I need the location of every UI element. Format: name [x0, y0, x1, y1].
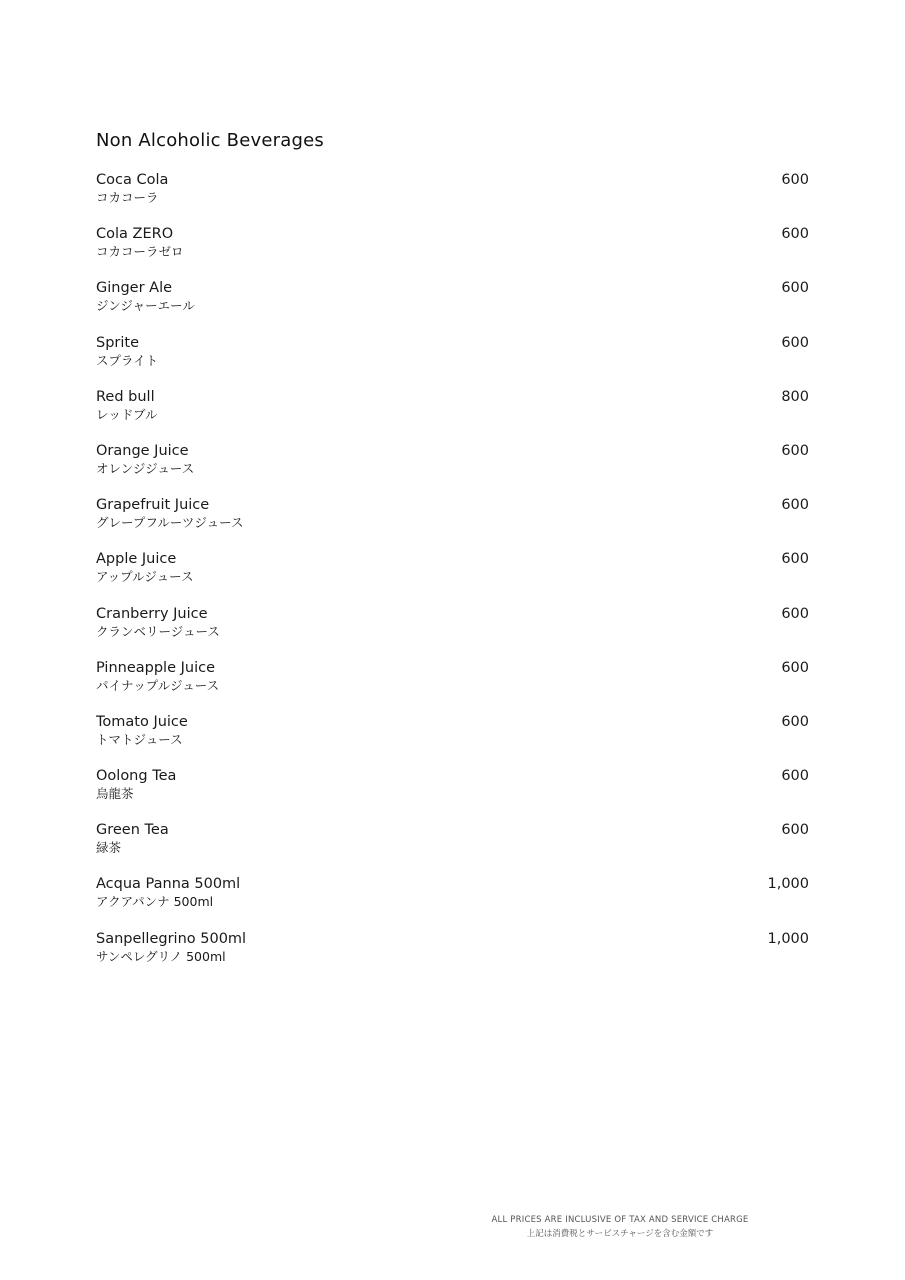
item-name: Cola ZERO — [96, 226, 174, 243]
item-name: Orange Juice — [96, 442, 189, 459]
price-disclaimer — [470, 1214, 770, 1241]
item-price: 600 — [781, 497, 809, 514]
item-name-japanese: レッドブル — [96, 406, 158, 422]
item-name: Apple Juice — [96, 551, 177, 568]
item-name: Tomato Juice — [96, 713, 188, 730]
item-name: Red bull — [96, 388, 155, 405]
menu-item — [96, 441, 809, 495]
item-name: Sanpellegrino 500ml — [96, 930, 247, 947]
item-name: Coca Cola — [96, 172, 169, 188]
menu-item — [96, 766, 809, 820]
item-name-japanese: アクアパンナ 500ml — [96, 894, 214, 910]
menu-item — [96, 874, 809, 928]
item-price: 600 — [781, 334, 809, 351]
item-price: 600 — [781, 172, 809, 188]
item-price: 1,000 — [767, 930, 809, 947]
item-name-japanese: グレープフルーツジュース — [96, 515, 244, 531]
item-name-japanese: サンペレグリノ 500ml — [96, 948, 226, 964]
item-price: 600 — [781, 442, 809, 459]
menu-item — [96, 387, 809, 441]
item-name-japanese: パイナップルジュース — [96, 677, 220, 693]
menu-item — [96, 495, 809, 549]
price-disclaimer-english: ALL PRICES ARE INCLUSIVE OF TAX AND SERVICE CHARGE — [491, 1215, 749, 1225]
item-name-japanese: コカコーラゼロ — [96, 244, 184, 260]
item-price: 600 — [781, 280, 809, 297]
menu-item — [96, 333, 809, 387]
section-title: Non Alcoholic Beverages — [96, 130, 324, 151]
item-price: 1,000 — [767, 876, 809, 893]
beverage-list — [96, 170, 809, 983]
item-name-japanese: スプライト — [96, 352, 159, 368]
item-name: Cranberry Juice — [96, 605, 208, 622]
item-name: Pinneapple Juice — [96, 659, 215, 676]
menu-item — [96, 929, 809, 983]
item-name-japanese: 緑茶 — [96, 840, 122, 856]
item-name-japanese: オレンジジュース — [96, 460, 195, 476]
item-price: 600 — [781, 768, 809, 785]
item-name: Acqua Panna 500ml — [96, 876, 241, 893]
item-price: 600 — [781, 659, 809, 676]
item-name-japanese: ジンジャーエール — [96, 298, 195, 314]
price-disclaimer-japanese: 上記は消費税とサービスチャージを含む金額です — [526, 1229, 714, 1239]
menu-item — [96, 604, 809, 658]
item-name: Grapefruit Juice — [96, 497, 210, 514]
item-price: 600 — [781, 713, 809, 730]
item-price: 600 — [781, 605, 809, 622]
item-price: 600 — [781, 226, 809, 243]
item-name: Ginger Ale — [96, 280, 173, 297]
item-name-japanese: コカコーラ — [96, 190, 159, 205]
item-name: Sprite — [96, 334, 140, 351]
menu-item — [96, 820, 809, 874]
menu-item — [96, 658, 809, 712]
item-name-japanese: 烏龍茶 — [96, 786, 134, 802]
menu-item — [96, 549, 809, 603]
item-name-japanese: トマトジュース — [96, 731, 183, 747]
menu-item — [96, 224, 809, 278]
item-name: Green Tea — [96, 822, 169, 839]
item-price: 600 — [781, 551, 809, 568]
item-price: 600 — [781, 822, 809, 839]
item-name: Oolong Tea — [96, 768, 177, 785]
menu-item — [96, 278, 809, 332]
item-name-japanese: アップルジュース — [96, 569, 194, 585]
menu-item — [96, 170, 809, 224]
item-price: 800 — [781, 388, 809, 405]
menu-item — [96, 712, 809, 766]
item-name-japanese: クランベリージュース — [96, 623, 220, 639]
